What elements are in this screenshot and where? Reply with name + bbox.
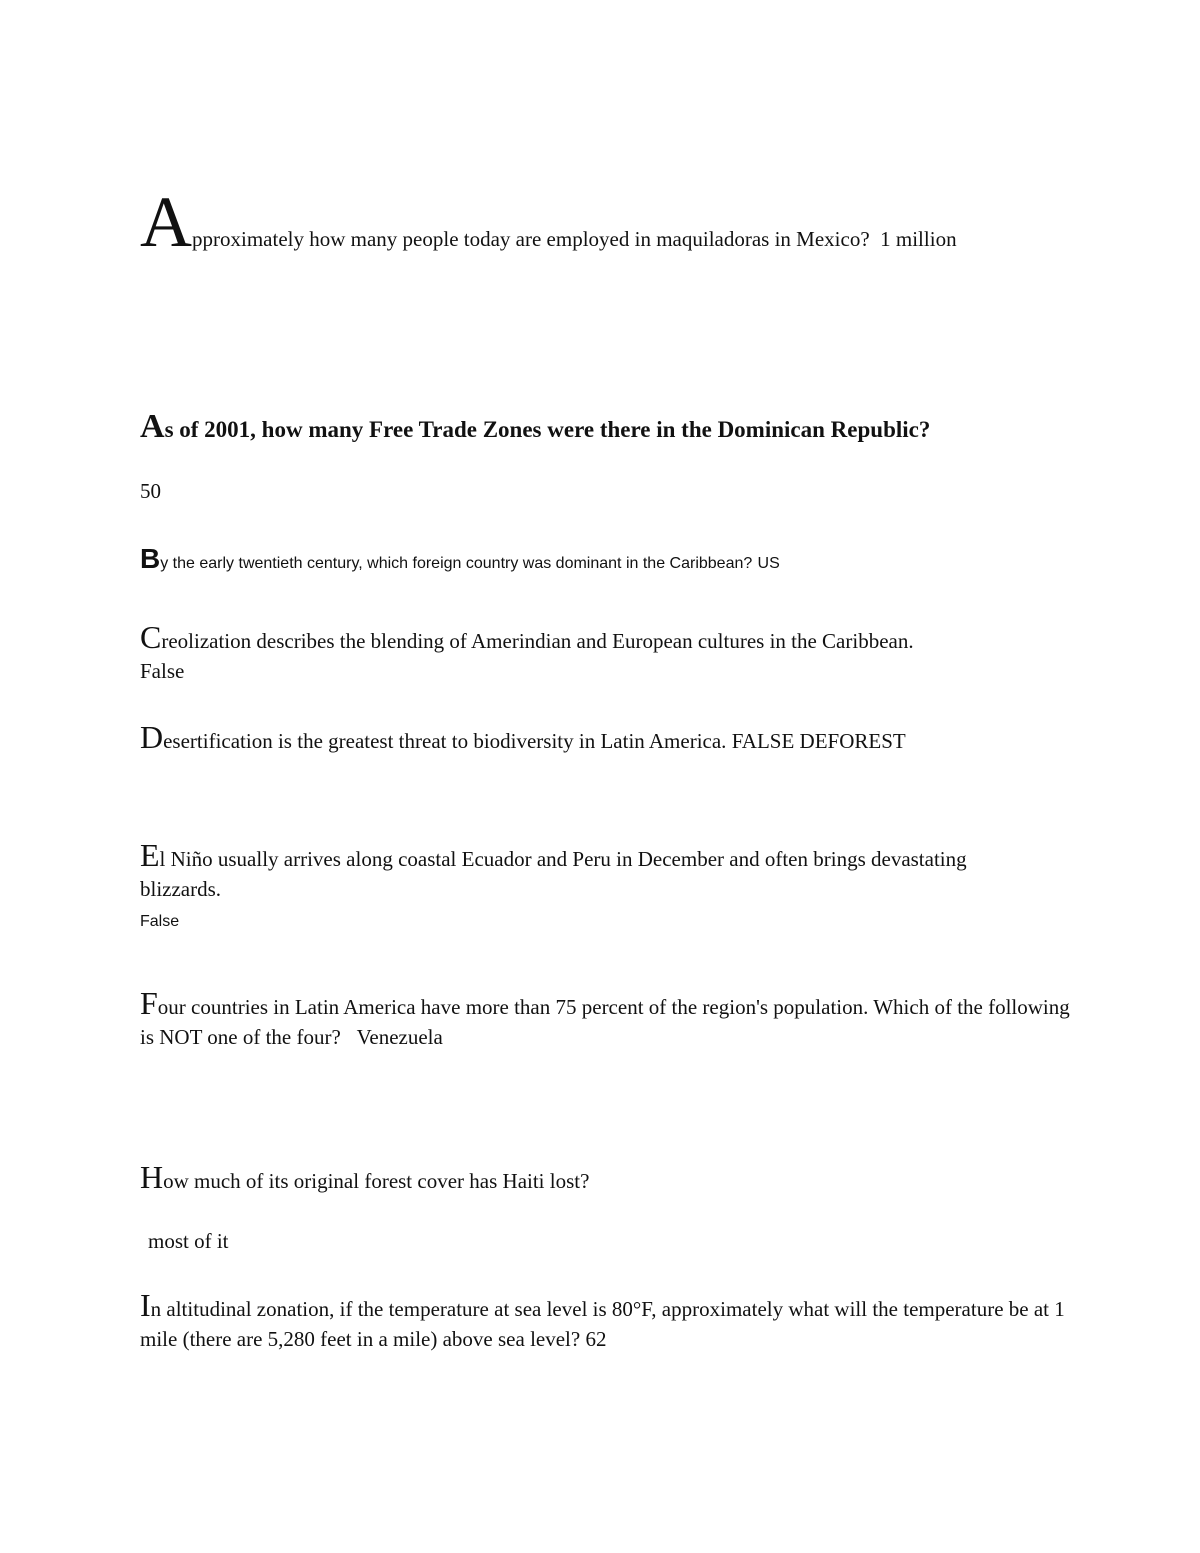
answer-text: Venezuela <box>356 1025 443 1049</box>
question-text: ow much of its original forest cover has Haiti lost? <box>163 1169 590 1193</box>
question-text: y the early twentieth century, which foreign country was dominant in the Caribbean? <box>160 555 753 572</box>
drop-cap: H <box>140 1159 164 1195</box>
answer-text: 1 million <box>880 227 957 251</box>
question-text: esertification is the greatest threat to biodiversity in Latin America. <box>163 729 727 753</box>
drop-cap: A <box>140 408 165 445</box>
answer-text: FALSE DEFOREST <box>731 729 906 753</box>
answer-text: False <box>140 913 180 930</box>
question-caribbean-dominance <box>140 544 1070 579</box>
drop-cap: I <box>140 1287 151 1323</box>
question-creolization <box>140 619 1070 686</box>
question-haiti-forest <box>140 1159 1070 1196</box>
question-el-nino <box>140 837 1000 937</box>
drop-cap: F <box>140 985 158 1021</box>
question-free-trade-zones <box>140 408 1070 445</box>
drop-cap: D <box>140 719 164 755</box>
drop-cap: C <box>140 619 162 655</box>
question-text: pproximately how many people today are employed in maquiladoras in Mexico? <box>192 227 870 251</box>
question-four-countries <box>140 985 1070 1052</box>
answer-text: US <box>757 555 780 572</box>
question-maquiladoras <box>140 182 1070 262</box>
question-altitudinal-zonation <box>140 1287 1070 1354</box>
answer-text: 50 <box>140 479 161 503</box>
question-text: n altitudinal zonation, if the temperature at sea level is 80°F, approximately what will the temperature be at 1 mile (there are 5,280 feet in a mile) above sea level? <box>140 1297 1065 1351</box>
question-text: s of 2001, how many Free Trade Zones were there in the Dominican Republic? <box>164 417 931 442</box>
drop-cap: A <box>140 182 192 262</box>
answer-text: 62 <box>585 1327 607 1351</box>
answer-text: False <box>140 659 185 683</box>
question-desertification <box>140 719 1070 756</box>
drop-cap: B <box>140 543 161 574</box>
drop-cap: E <box>140 837 160 873</box>
question-text: l Niño usually arrives along coastal Ecuador and Peru in December and often brings devastating blizzards. <box>140 847 967 901</box>
question-text: our countries in Latin America have more than 75 percent of the region's population. Which of the following is NOT one of the four? <box>140 995 1070 1049</box>
question-text: reolization describes the blending of Amerindian and European cultures in the Caribbean. <box>161 629 914 653</box>
answer-text: most of it <box>148 1229 229 1253</box>
